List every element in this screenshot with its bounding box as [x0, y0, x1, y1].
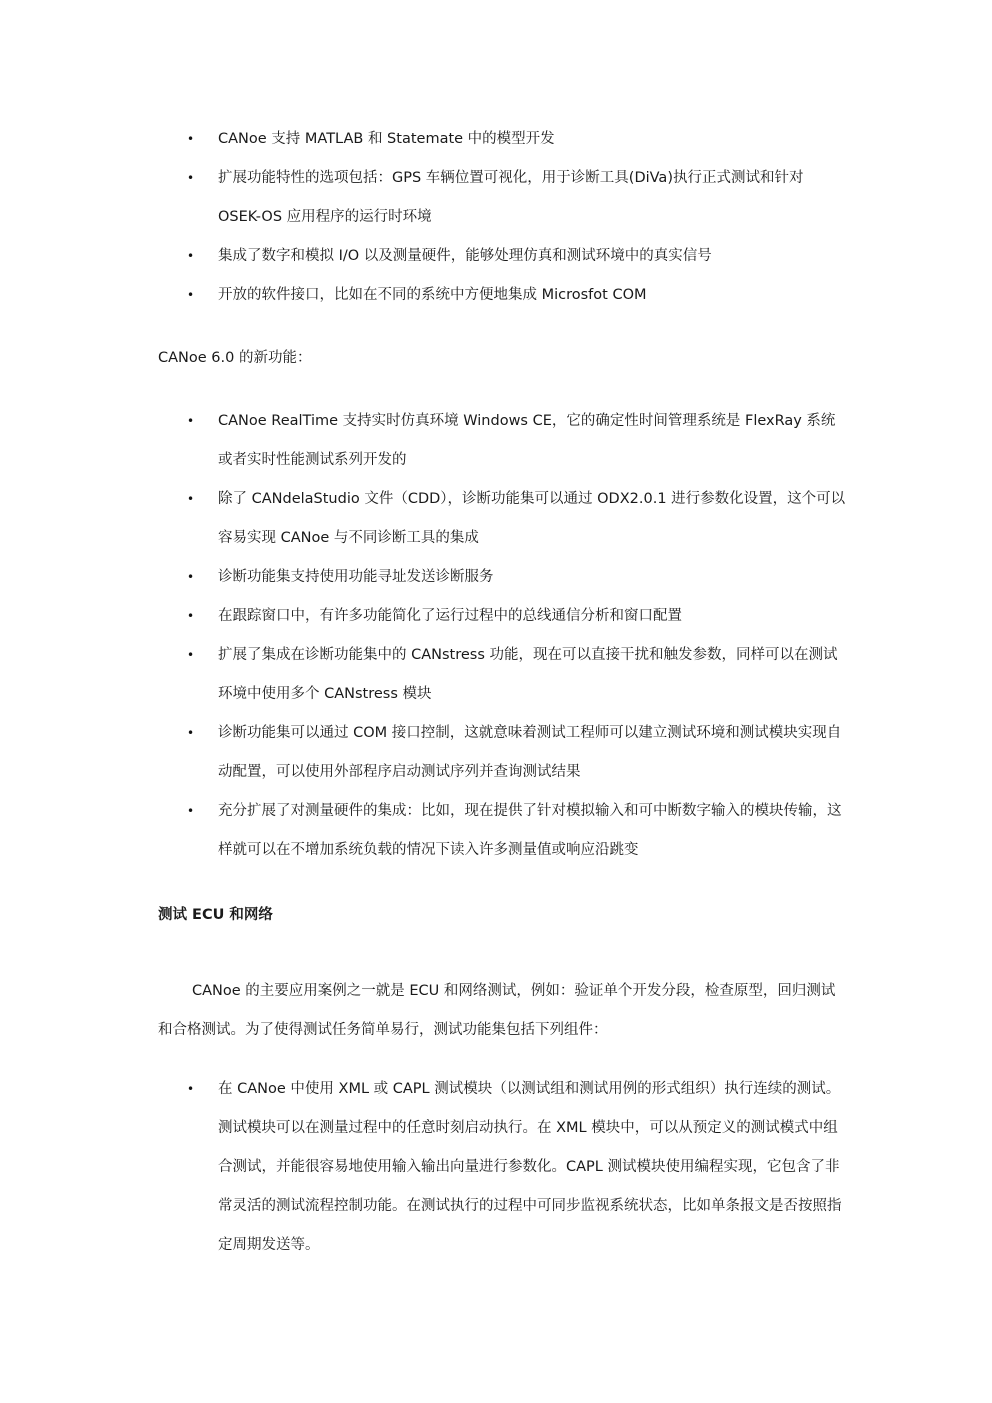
bullet-icon: • — [187, 171, 195, 185]
bullet-icon: • — [187, 414, 195, 428]
list-item — [0, 558, 992, 597]
list-item-text: 在 CANoe 中使用 XML 或 CAPL 测试模块（以测试组和测试用例的形式组织）执行连续的测试。测试模块可以在测量过程中的任意时刻启动执行。在 XML 模块中，可以从预定义的测试模式中组合测试，并能很容易地使用输入输出向量进行参数化。CAPL 测试模块使用编程实现，它包含了非常灵活的测试流程控制功能。在测试执行的过程中可同步监视系统状态，比如单条报文是否按照指定周期发送等。 — [218, 1081, 842, 1253]
list-item-text: CANoe RealTime 支持实时仿真环境 Windows CE，它的确定性时间管理系统是 FlexRay 系统或者实时性能测试系列开发的 — [218, 413, 836, 468]
list-item — [0, 276, 992, 315]
list-item — [0, 237, 992, 276]
list-item-text: 除了 CANdelaStudio 文件（CDD），诊断功能集可以通过 ODX2.0.1 进行参数化设置，这个可以容易实现 CANoe 与不同诊断工具的集成 — [218, 491, 846, 546]
list-item-text: 扩展功能特性的选项包括：GPS 车辆位置可视化，用于诊断工具(DiVa)执行正式测试和针对 OSEK-OS 应用程序的运行时环境 — [218, 170, 804, 225]
bullet-icon: • — [187, 570, 195, 584]
list-item — [0, 480, 992, 558]
list-item — [0, 636, 992, 714]
section-heading-testing: 测试 ECU 和网络 — [158, 907, 273, 923]
list-item-text: 充分扩展了对测量硬件的集成：比如，现在提供了针对模拟输入和可中断数字输入的模块传输，这样就可以在不增加系统负载的情况下读入许多测量值或响应沿跳变 — [218, 803, 842, 858]
list-item-text: 扩展了集成在诊断功能集中的 CANstress 功能，现在可以直接干扰和触发参数，同样可以在测试环境中使用多个 CANstress 模块 — [218, 647, 838, 702]
new-features-list — [0, 402, 992, 870]
list-item-text: 诊断功能集可以通过 COM 接口控制，这就意味着测试工程师可以建立测试环境和测试模块实现自动配置，可以使用外部程序启动测试序列并查询测试结果 — [218, 725, 842, 780]
list-item — [0, 714, 992, 792]
bullet-icon: • — [187, 1082, 195, 1096]
bullet-icon: • — [187, 648, 195, 662]
bullet-icon: • — [187, 249, 195, 263]
list-item — [0, 120, 992, 159]
list-item — [0, 597, 992, 636]
testing-paragraph: CANoe 的主要应用案例之一就是 ECU 和网络测试，例如：验证单个开发分段，检查原型，回归测试和合格测试。为了使得测试任务简单易行，测试功能集包括下列组件： — [158, 983, 836, 1038]
list-item-text: 诊断功能集支持使用功能寻址发送诊断服务 — [218, 569, 494, 585]
list-item-text: 开放的软件接口，比如在不同的系统中方便地集成 Microsfot COM — [218, 287, 647, 303]
list-item-text: CANoe 支持 MATLAB 和 Statemate 中的模型开发 — [218, 131, 555, 147]
feature-list — [0, 120, 992, 315]
section-title-new-features: CANoe 6.0 的新功能： — [158, 350, 312, 366]
testing-components-list — [0, 1070, 992, 1265]
bullet-icon: • — [187, 288, 195, 302]
list-item-text: 集成了数字和模拟 I/O 以及测量硬件，能够处理仿真和测试环境中的真实信号 — [218, 248, 712, 264]
bullet-icon: • — [187, 609, 195, 623]
list-item — [0, 792, 992, 870]
list-item — [0, 402, 992, 480]
list-item — [0, 1070, 992, 1265]
bullet-icon: • — [187, 132, 195, 146]
bullet-icon: • — [187, 492, 195, 506]
bullet-icon: • — [187, 804, 195, 818]
list-item-text: 在跟踪窗口中，有许多功能简化了运行过程中的总线通信分析和窗口配置 — [218, 608, 682, 624]
bullet-icon: • — [187, 726, 195, 740]
list-item — [0, 159, 992, 237]
